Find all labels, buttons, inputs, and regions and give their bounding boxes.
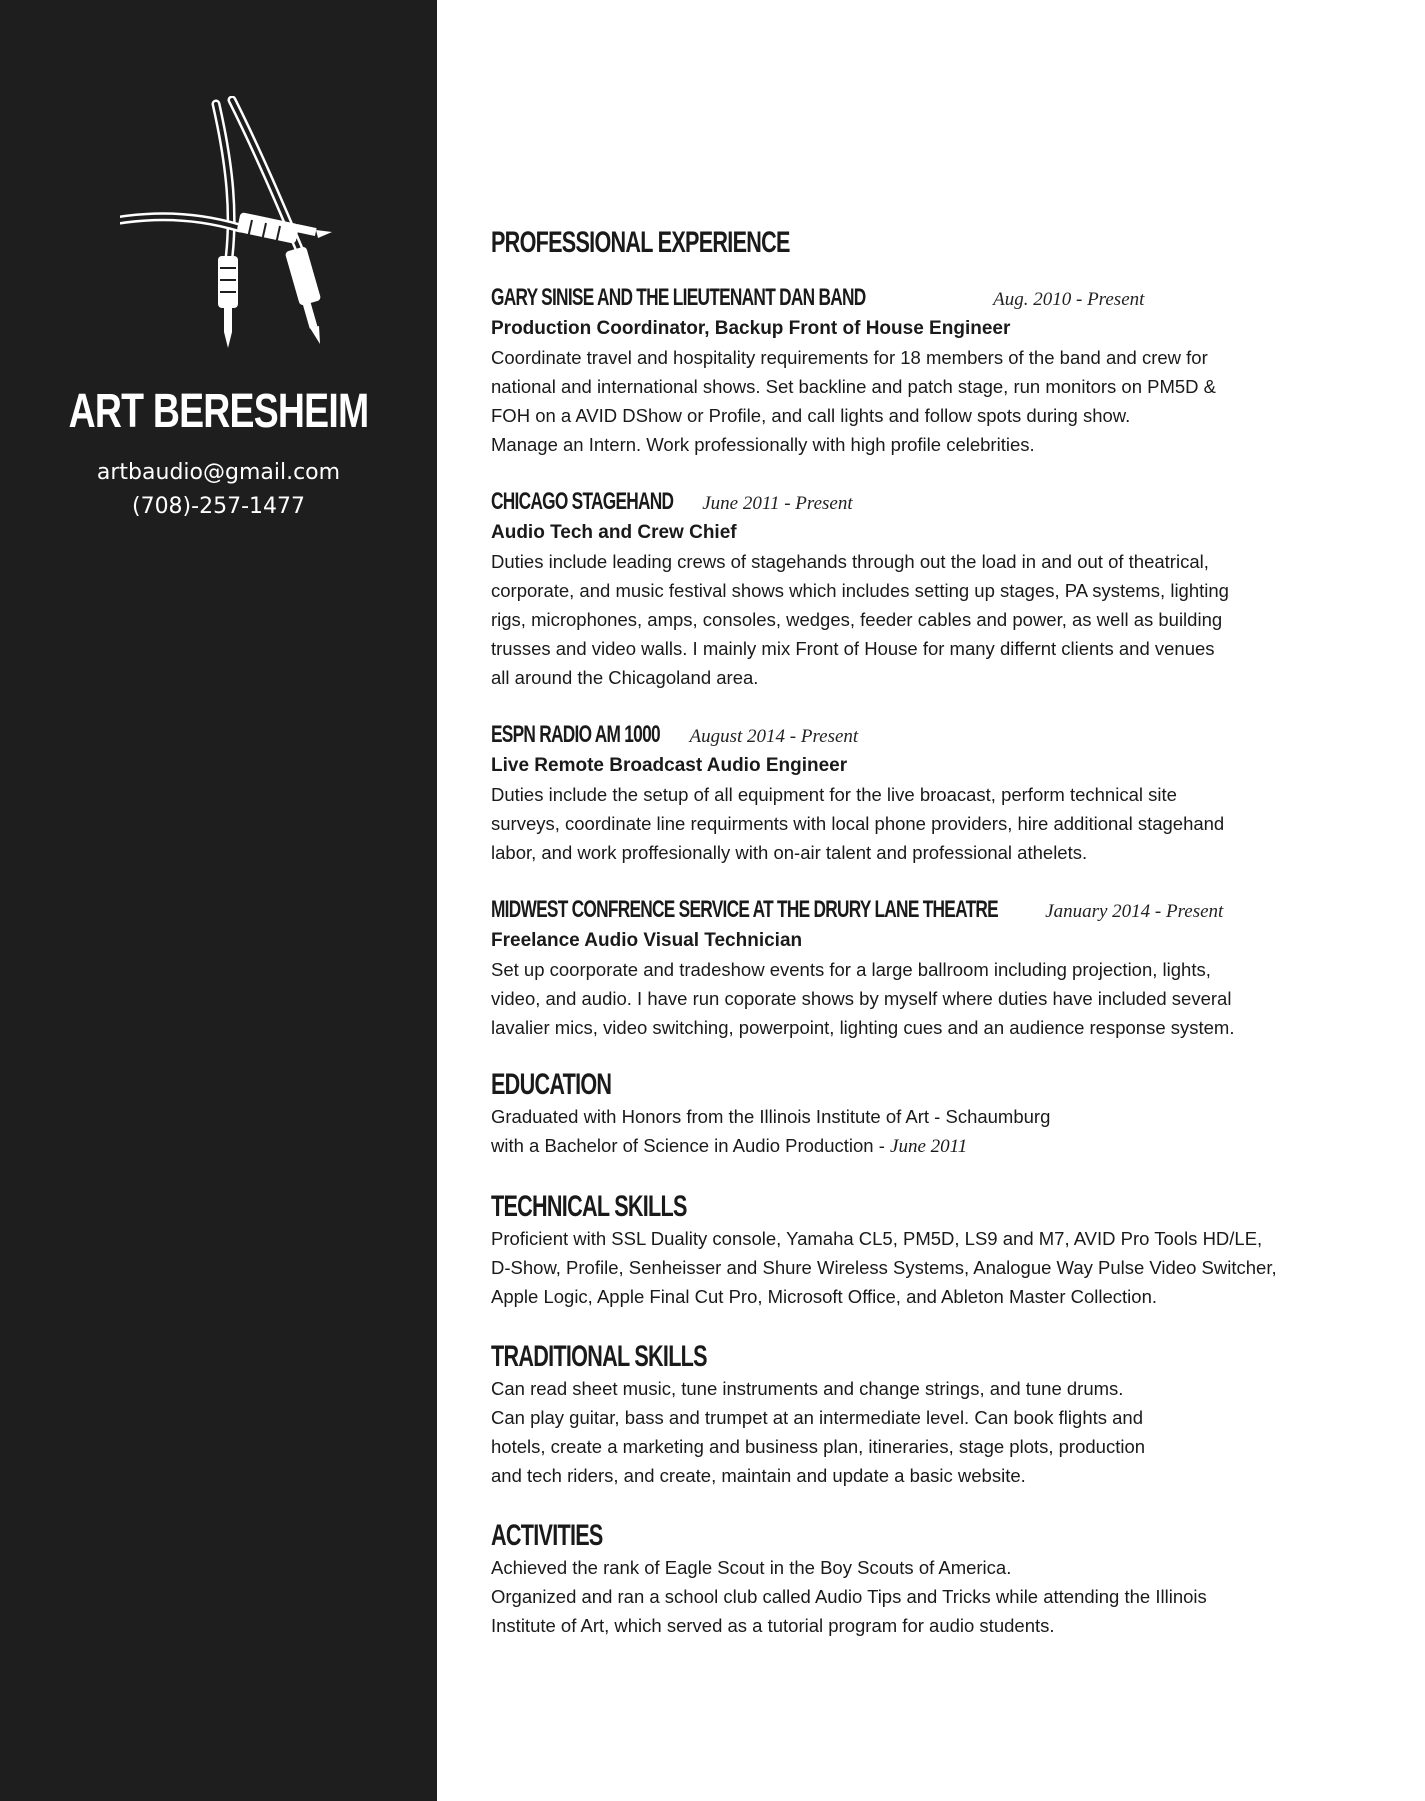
- job-date: June 2011 - Present: [702, 493, 853, 514]
- activities-text: [491, 1553, 1391, 1640]
- traditional-skills-text: [491, 1374, 1391, 1490]
- job-header: [491, 896, 1391, 926]
- text-line: all around the Chicagoland area.: [491, 667, 759, 688]
- job-org: ESPN RADIO AM 1000: [491, 721, 660, 748]
- job-header: [491, 488, 1391, 518]
- contact-phone: (708)-257-1477: [131, 494, 305, 519]
- text-line: Duties include the setup of all equipment for the live broacast, perform technical site: [491, 784, 1177, 805]
- text-line: Achieved the rank of Eagle Scout in the Boy Scouts of America.: [491, 1557, 1012, 1578]
- experience-title: PROFESSIONAL EXPERIENCE: [491, 226, 790, 259]
- job-description: [491, 780, 1391, 867]
- job-header: [491, 284, 1391, 314]
- text-line: FOH on a AVID DShow or Profile, and call lights and follow spots during show.: [491, 405, 1131, 426]
- job-org: CHICAGO STAGEHAND: [491, 488, 674, 515]
- job-entry: [491, 896, 1391, 1042]
- text-line: video, and audio. I have run coporate shows by myself where duties have included several: [491, 988, 1232, 1009]
- text-line: labor, and work proffesionally with on-air talent and professional athelets.: [491, 842, 1088, 863]
- text-line: Organized and ran a school club called Audio Tips and Tricks while attending the Illinois: [491, 1586, 1207, 1607]
- text-line: trusses and video walls. I mainly mix Front of House for many differnt clients and venues: [491, 638, 1215, 659]
- text-line: and tech riders, and create, maintain and update a basic website.: [491, 1465, 1026, 1486]
- text-line: Institute of Art, which served as a tutorial program for audio students.: [491, 1615, 1055, 1636]
- text-line: hotels, create a marketing and business plan, itineraries, stage plots, production: [491, 1436, 1146, 1457]
- education-date: June 2011: [890, 1136, 968, 1157]
- text-line: rigs, microphones, amps, consoles, wedges, feeder cables and power, as well as building: [491, 609, 1223, 630]
- text-line: lavalier mics, video switching, powerpoint, lighting cues and an audience response system.: [491, 1017, 1235, 1038]
- education-text: [491, 1102, 1391, 1161]
- text-line: surveys, coordinate line requirments with local phone providers, hire additional stagehand: [491, 813, 1225, 834]
- job-role: Freelance Audio Visual Technician: [491, 930, 803, 951]
- text-line: Duties include leading crews of stagehands through out the load in and out of theatrical,: [491, 551, 1209, 572]
- education-degree: with a Bachelor of Science in Audio Production -: [491, 1135, 891, 1156]
- text-line: Proficient with SSL Duality console, Yamaha CL5, PM5D, LS9 and M7, AVID Pro Tools HD/LE,: [491, 1228, 1263, 1249]
- job-header: [491, 721, 1391, 751]
- candidate-name: ART BERESHEIM: [68, 385, 369, 438]
- text-line: Can read sheet music, tune instruments and change strings, and tune drums.: [491, 1378, 1124, 1399]
- job-entry: [491, 721, 1391, 867]
- job-date: August 2014 - Present: [689, 726, 859, 747]
- job-entry: [491, 284, 1391, 459]
- text-line: Set up coorporate and tradeshow events for a large ballroom including projection, lights,: [491, 959, 1211, 980]
- job-org: MIDWEST CONFRENCE SERVICE AT THE DRURY LANE THEATRE: [491, 896, 998, 923]
- technical-skills-text: [491, 1224, 1391, 1311]
- text-line: [491, 1131, 1391, 1161]
- text-line: Coordinate travel and hospitality requirements for 18 members of the band and crew for: [491, 347, 1208, 368]
- traditional-skills-title: TRADITIONAL SKILLS: [491, 1340, 707, 1373]
- text-line: national and international shows. Set backline and patch stage, run monitors on PM5D &: [491, 376, 1217, 397]
- sidebar: [0, 0, 437, 1801]
- text-line: Can play guitar, bass and trumpet at an intermediate level. Can book flights and: [491, 1407, 1143, 1428]
- text-line: Manage an Intern. Work professionally with high profile celebrities.: [491, 434, 1035, 455]
- contact-email: artbaudio@gmail.com: [96, 460, 341, 485]
- text-line: D-Show, Profile, Senheisser and Shure Wireless Systems, Analogue Way Pulse Video Switcher,: [491, 1257, 1277, 1278]
- job-entry: [491, 488, 1391, 692]
- technical-skills-title: TECHNICAL SKILLS: [491, 1190, 687, 1223]
- main-content: [491, 226, 1391, 1640]
- job-role: Production Coordinator, Backup Front of House Engineer: [491, 318, 1011, 339]
- job-role: Audio Tech and Crew Chief: [491, 522, 737, 543]
- job-date: Aug. 2010 - Present: [993, 289, 1145, 310]
- activities-title: ACTIVITIES: [491, 1519, 603, 1552]
- audio-cables-logo-icon: [120, 96, 380, 376]
- job-role: Live Remote Broadcast Audio Engineer: [491, 755, 848, 776]
- job-description: [491, 343, 1391, 459]
- job-description: [491, 547, 1391, 692]
- job-date: January 2014 - Present: [1045, 901, 1224, 922]
- job-org: GARY SINISE AND THE LIEUTENANT DAN BAND: [491, 284, 866, 311]
- text-line: Graduated with Honors from the Illinois Institute of Art - Schaumburg: [491, 1106, 1051, 1127]
- text-line: Apple Logic, Apple Final Cut Pro, Microsoft Office, and Ableton Master Collection.: [491, 1286, 1157, 1307]
- job-description: [491, 955, 1391, 1042]
- text-line: corporate, and music festival shows which includes setting up stages, PA systems, lighting: [491, 580, 1229, 601]
- education-title: EDUCATION: [491, 1068, 612, 1101]
